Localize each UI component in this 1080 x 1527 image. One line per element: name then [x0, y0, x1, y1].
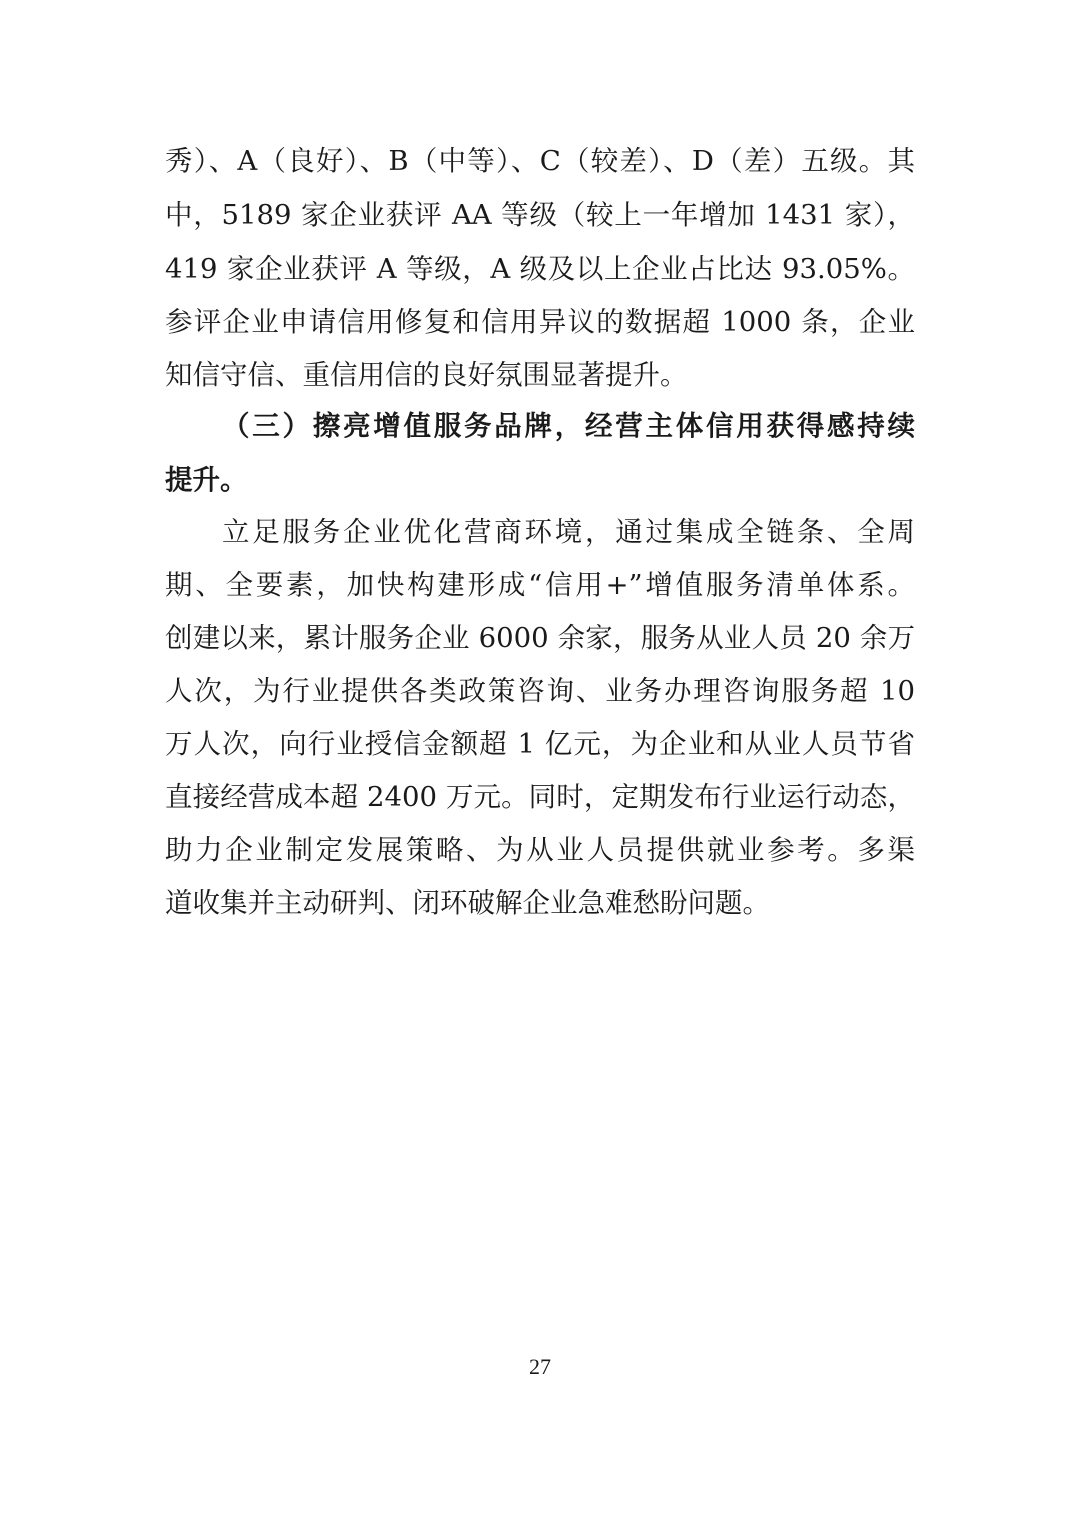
paragraph-line: 道收集并主动研判、闭环破解企业急难愁盼问题。	[165, 887, 770, 919]
paragraph-line: 人次，为行业提供各类政策咨询、业务办理咨询服务超 10	[165, 675, 915, 707]
section-heading-line: （三）擦亮增值服务品牌，经营主体信用获得感持续	[222, 410, 915, 442]
paragraph-line: 中，5189 家企业获评 AA 等级（较上一年增加 1431 家），	[165, 199, 915, 231]
paragraph-line: 期、全要素，加快构建形成“信用+”增值服务清单体系。	[165, 569, 915, 601]
page-number: 27	[529, 1354, 551, 1379]
paragraph-line: 创建以来，累计服务企业 6000 余家，服务从业人员 20 余万	[165, 622, 915, 654]
paragraph-line: 直接经营成本超 2400 万元。同时，定期发布行业运行动态，	[165, 781, 915, 813]
paragraph-line: 助力企业制定发展策略、为从业人员提供就业参考。多渠	[165, 834, 915, 866]
section-heading-line: 提升。	[165, 464, 248, 496]
paragraph-line: 参评企业申请信用修复和信用异议的数据超 1000 条，企业	[165, 306, 915, 338]
paragraph-line: 419 家企业获评 A 等级，A 级及以上企业占比达 93.05%。	[165, 253, 915, 285]
paragraph-line: 秀）、A（良好）、B（中等）、C（较差）、D（差）五级。其	[165, 145, 915, 177]
paragraph-line: 立足服务企业优化营商环境，通过集成全链条、全周	[222, 516, 915, 548]
paragraph-line: 知信守信、重信用信的良好氛围显著提升。	[165, 359, 688, 391]
paragraph-line: 万人次，向行业授信金额超 1 亿元，为企业和从业人员节省	[165, 728, 915, 760]
